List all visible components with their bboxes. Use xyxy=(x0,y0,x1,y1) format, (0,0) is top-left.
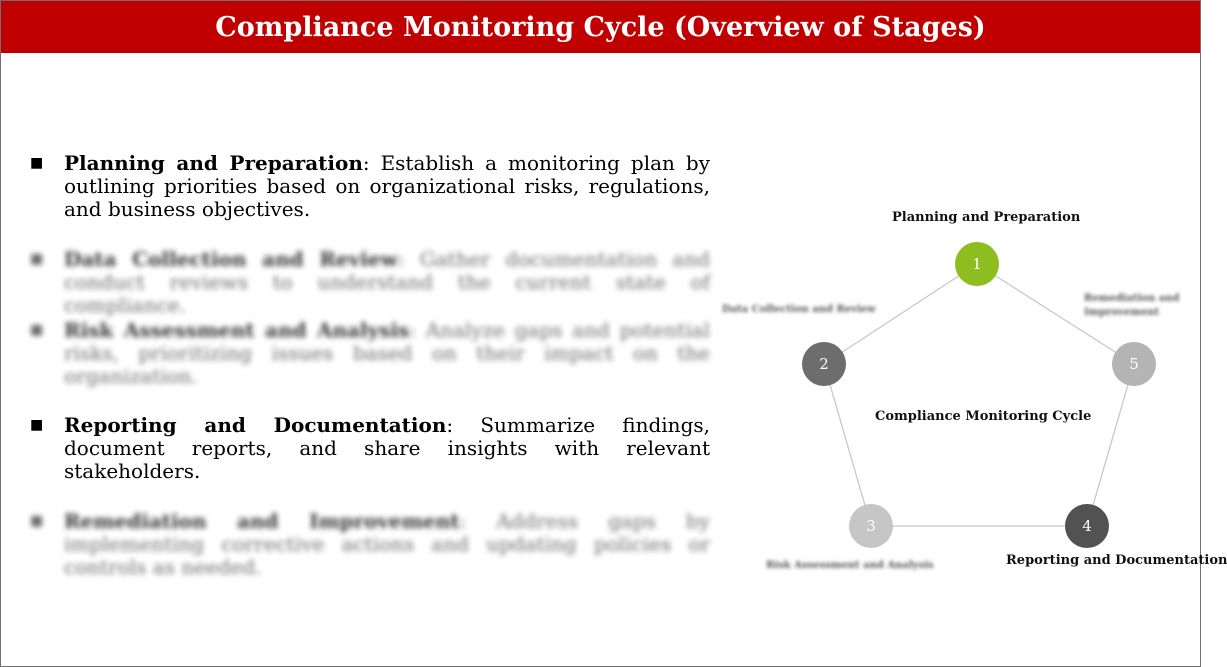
node-label-3: Risk Assessment and Analysis xyxy=(766,560,934,571)
bullet-marker-icon: ■ xyxy=(30,251,44,267)
bullet-item-data-collection xyxy=(30,248,710,317)
node-number-4: 4 xyxy=(1082,517,1092,535)
node-label-2: Data Collection and Review xyxy=(722,304,876,315)
node-label-5: Remediation and Improvement xyxy=(1084,293,1180,318)
node-number-1: 1 xyxy=(972,255,982,273)
node-number-5: 5 xyxy=(1129,355,1139,373)
bullet-item-planning xyxy=(30,152,710,221)
page-title: Compliance Monitoring Cycle (Overview of Stages) xyxy=(215,11,986,43)
bullet-body: : Summarize findings, document reports, and share insights with relevant stakeholders. xyxy=(64,413,710,483)
title-banner xyxy=(1,1,1200,53)
cycle-node-2 xyxy=(802,342,846,386)
bullet-heading: Remediation and Improvement xyxy=(64,509,460,533)
bullet-marker-icon: ■ xyxy=(30,513,44,529)
bullet-heading: Planning and Preparation xyxy=(64,151,363,175)
bullet-marker-icon: ■ xyxy=(30,155,44,171)
connector-4-5 xyxy=(1087,364,1134,526)
node-number-2: 2 xyxy=(819,355,829,373)
node-label-1: Planning and Preparation xyxy=(892,210,1081,225)
cycle-node-5 xyxy=(1112,342,1156,386)
cycle-diagram xyxy=(720,200,1227,590)
bullet-body: : Establish a monitoring plan by outlining priorities based on organizational risks, regulations, and business objectives. xyxy=(64,151,710,221)
cycle-node-3 xyxy=(849,504,893,548)
bullet-item-reporting xyxy=(30,414,710,483)
cycle-diagram-svg xyxy=(720,200,1200,590)
bullet-heading: Data Collection and Review xyxy=(64,247,398,271)
connector-2-3 xyxy=(824,364,871,526)
bullet-body: : Address gaps by implementing corrective actions and updating policies or controls as needed. xyxy=(64,509,710,579)
cycle-node-1 xyxy=(955,242,999,286)
cycle-center-label: Compliance Monitoring Cycle xyxy=(875,409,1092,424)
bullet-marker-icon: ■ xyxy=(30,417,44,433)
bullet-item-remediation xyxy=(30,510,710,579)
bullet-heading: Risk Assessment and Analysis xyxy=(64,318,410,342)
bullet-heading: Reporting and Documentation xyxy=(64,413,447,437)
node-label-4: Reporting and Documentation xyxy=(1006,553,1227,568)
node-number-3: 3 xyxy=(866,517,876,535)
bullet-body: : Gather documentation and conduct reviews to understand the current state of compliance. xyxy=(64,247,711,317)
bullet-marker-icon: ■ xyxy=(30,322,44,338)
bullet-body: : Analyze gaps and potential risks, prioritizing issues based on their impact on the organization. xyxy=(64,318,710,388)
cycle-node-4 xyxy=(1065,504,1109,548)
bullet-item-risk-assessment xyxy=(30,319,710,388)
